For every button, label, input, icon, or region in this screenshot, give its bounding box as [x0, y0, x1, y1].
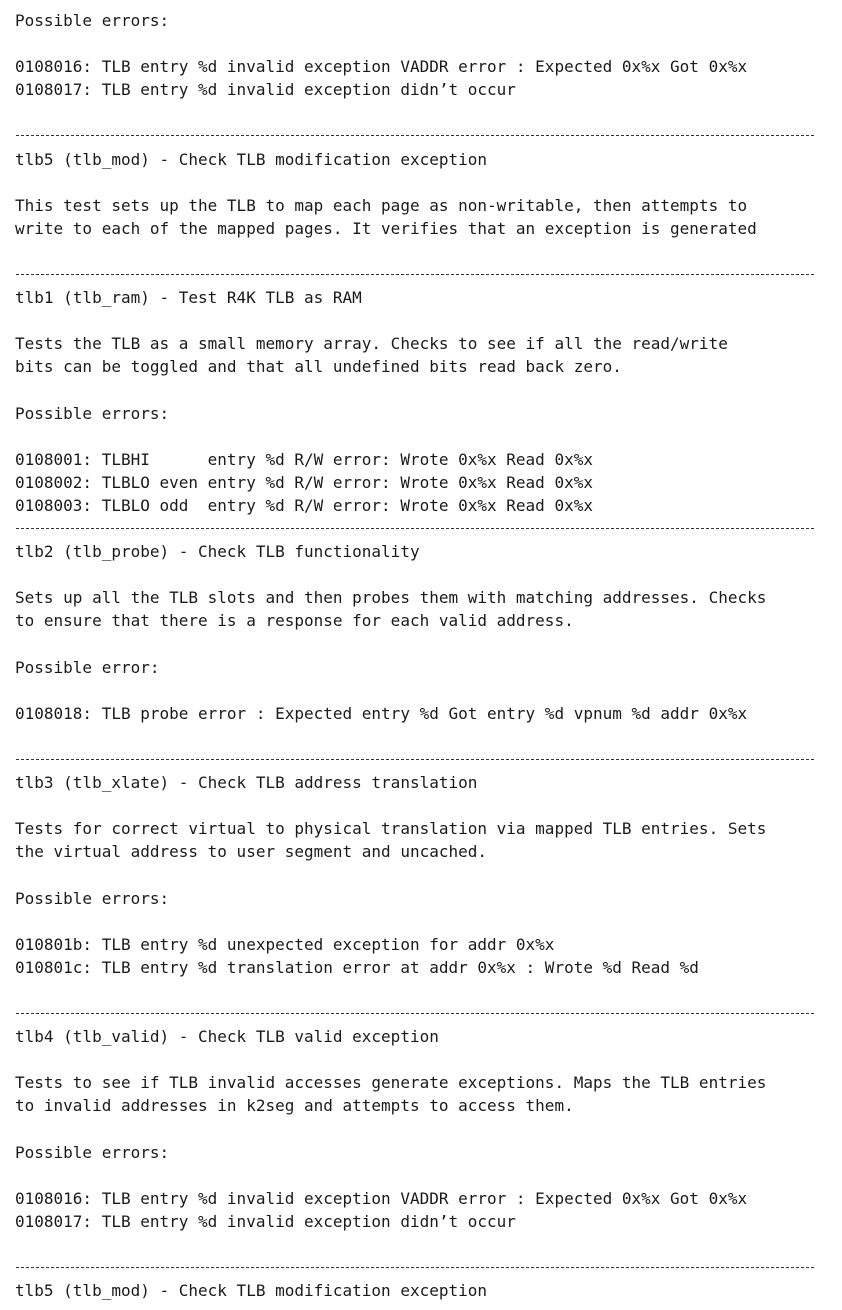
blank-line — [15, 979, 835, 1002]
blank-line — [15, 240, 835, 263]
text-line: Possible errors: — [15, 403, 170, 423]
blank-line — [15, 863, 835, 886]
text-line: 010801c: TLB entry %d translation error at addr 0x%x : Wrote %d Read %d — [15, 957, 699, 977]
text-line: 0108017: TLB entry %d invalid exception didn’t occur — [15, 80, 516, 100]
section-divider — [15, 1002, 835, 1025]
blank-line — [15, 1118, 835, 1141]
text-line: Tests for correct virtual to physical translation via mapped TLB entries. Sets — [15, 819, 767, 839]
blank-line — [15, 1048, 835, 1071]
text-line: Possible errors: — [15, 11, 170, 30]
text-line: tlb5 (tlb_mod) - Check TLB modification exception — [15, 149, 488, 169]
text-line: Tests the TLB as a small memory array. Checks to see if all the read/write — [15, 334, 728, 354]
text-line: tlb4 (tlb_valid) - Check TLB valid exception — [15, 1027, 439, 1047]
blank-line — [15, 794, 835, 817]
text-line: 010801b: TLB entry %d unexpected exception for addr 0x%x — [15, 934, 555, 954]
section-divider — [15, 124, 835, 147]
blank-line — [15, 1164, 835, 1187]
text-line: to ensure that there is a response for each valid address. — [15, 611, 574, 631]
text-line: 0108016: TLB entry %d invalid exception VADDR error : Expected 0x%x Got 0x%x — [15, 1188, 748, 1208]
text-line: Sets up all the TLB slots and then probes them with matching addresses. Checks — [15, 588, 767, 608]
text-line: bits can be toggled and that all undefined bits read back zero. — [15, 357, 622, 377]
section-divider — [15, 517, 835, 540]
text-line: Possible errors: — [15, 1142, 170, 1162]
section-divider — [15, 263, 835, 286]
text-line: tlb3 (tlb_xlate) - Check TLB address translation — [15, 773, 478, 793]
blank-line — [15, 425, 835, 448]
text-line: Tests to see if TLB invalid accesses generate exceptions. Maps the TLB entries — [15, 1073, 767, 1093]
text-line: the virtual address to user segment and uncached. — [15, 842, 488, 862]
blank-line — [15, 32, 835, 55]
blank-line — [15, 563, 835, 586]
text-line: 0108001: TLBHI entry %d R/W error: Wrote 0x%x Read 0x%x — [15, 449, 593, 469]
text-line: write to each of the mapped pages. It verifies that an exception is generated — [15, 218, 757, 238]
document-page — [15, 9, 835, 1302]
text-line: Possible error: — [15, 657, 160, 677]
text-line: 0108016: TLB entry %d invalid exception VADDR error : Expected 0x%x Got 0x%x — [15, 57, 748, 77]
blank-line — [15, 1233, 835, 1256]
text-line: tlb5 (tlb_mod) - Check TLB modification exception — [15, 1281, 488, 1301]
section-divider — [15, 1256, 835, 1279]
text-line: tlb2 (tlb_probe) - Check TLB functionality — [15, 542, 420, 562]
blank-line — [15, 679, 835, 702]
blank-line — [15, 910, 835, 933]
text-line: 0108017: TLB entry %d invalid exception didn’t occur — [15, 1211, 516, 1231]
section-divider — [15, 748, 835, 771]
text-line: Possible errors: — [15, 888, 170, 908]
blank-line — [15, 309, 835, 332]
blank-line — [15, 725, 835, 748]
blank-line — [15, 171, 835, 194]
text-line: This test sets up the TLB to map each page as non-writable, then attempts to — [15, 195, 748, 215]
blank-line — [15, 379, 835, 402]
text-line: 0108003: TLBLO odd entry %d R/W error: Wrote 0x%x Read 0x%x — [15, 495, 593, 515]
text-line: 0108018: TLB probe error : Expected entry %d Got entry %d vpnum %d addr 0x%x — [15, 703, 748, 723]
text-line: tlb1 (tlb_ram) - Test R4K TLB as RAM — [15, 288, 362, 308]
blank-line — [15, 633, 835, 656]
text-line: 0108002: TLBLO even entry %d R/W error: Wrote 0x%x Read 0x%x — [15, 472, 593, 492]
blank-line — [15, 101, 835, 124]
text-line: to invalid addresses in k2seg and attempts to access them. — [15, 1096, 574, 1116]
